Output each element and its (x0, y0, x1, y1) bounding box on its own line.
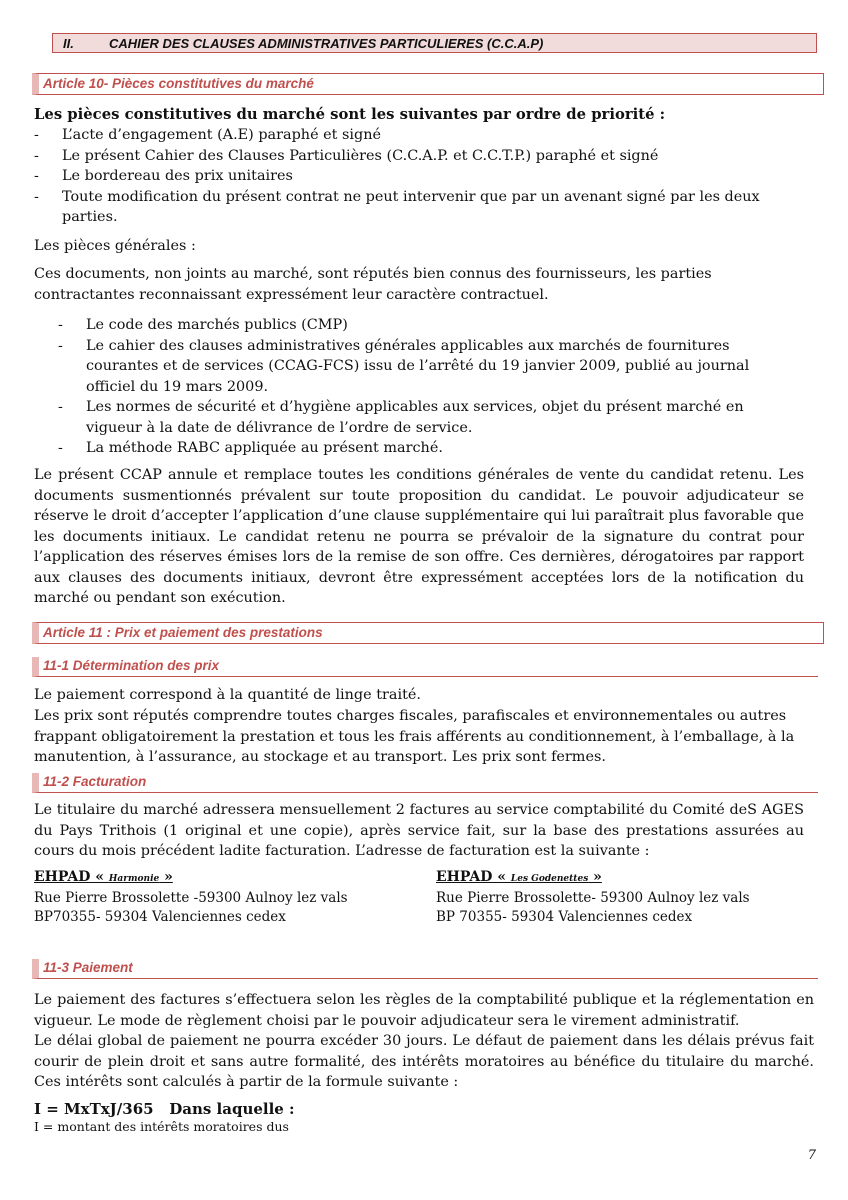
page-number: 7 (807, 1148, 816, 1163)
section-number: II. (63, 36, 74, 51)
section-title: CAHIER DES CLAUSES ADMINISTRATIVES PARTICULIERES (C.C.A.P) (109, 36, 544, 51)
list-item: - Toute modification du présent contrat ne peut intervenir que par un avenant signé par les deux parties. (34, 187, 789, 228)
payment-text-1: Le paiement des factures s’effectuera selon les règles de la comptabilité publique et la réglementation en vigueur. Le mode de règlement choisi par le pouvoir adjudicateur sera le virement administratif. (34, 992, 814, 1029)
address-line-2: BP70355- 59304 Valenciennes cedex (34, 909, 286, 925)
subsection-11-2-heading (32, 773, 818, 793)
article-11-title: Article 11 : Prix et paiement des prestations (43, 625, 323, 640)
address-suffix: » (588, 869, 602, 885)
list-item: - Les normes de sécurité et d’hygiène applicables aux services, objet du présent marché en vigueur à la date de délivrance de l’ordre de service. (58, 397, 758, 438)
address-suffix: » (159, 869, 173, 885)
subsection-11-1-heading (32, 657, 818, 677)
article-11-heading (32, 622, 824, 644)
article-10-closing: Le présent CCAP annule et remplace toutes les conditions générales de vente du candidat retenu. Les documents susmentionnés prévalent sur toute proposition du candidat. Le pouvoir adjudicateur se réserve le droit d’accepter l’application d’une clause supplémentaire qui lui paraîtrait plus favorable que les documents initiaux. Le candidat retenu ne pourra se prévaloir de la signature du contrat pour l’application des réserves émises lors de la remise de son offre. Ces dernières, dérogatoires par rapport aux clauses des documents initiaux, devront être expressément acceptées lors de la notification du marché ou pendant son exécution. (34, 467, 804, 606)
section-title-box (52, 33, 817, 53)
address-name: Les Godenettes (510, 874, 589, 884)
list-item: - Le cahier des clauses administratives générales applicables aux marchés de fournitures courantes et de services (CCAG-FCS) issu de l’arrêté du 19 janvier 2009, publié au journal officiel du 19 mars 2009. (58, 336, 758, 398)
address-line-2: BP 70355- 59304 Valenciennes cedex (436, 909, 693, 925)
article-10-list (34, 125, 789, 228)
prices-line-1: Le paiement correspond à la quantité de linge traité. (34, 687, 421, 703)
prices-line-2: Les prix sont réputés comprendre toutes charges fiscales, parafiscales et environnementales ou autres frappant obligatoirement la prestation et tous les frais afférents au conditionnement, à l’emballage, à la manutention, à l’assurance, au stockage et au transport. Les prix sont fermes. (34, 708, 795, 765)
formula-definition: I = montant des intérêts moratoires dus (34, 1119, 289, 1134)
address-right-heading (436, 868, 826, 889)
subsection-11-1-title: 11-1 Détermination des prix (43, 658, 220, 673)
address-line-1: Rue Pierre Brossolette -59300 Aulnoy lez vals (34, 890, 348, 906)
payment-text-2: Le délai global de paiement ne pourra excéder 30 jours. Le défaut de paiement dans les délais prévus fait courir de plein droit et sans autre formalité, des intérêts moratoires au bénéfice du titulaire du marché. Ces intérêts sont calculés à partir de la formule suivante : (34, 1033, 814, 1090)
billing-address-right (436, 868, 826, 927)
list-item: - Le présent Cahier des Clauses Particulières (C.C.A.P. et C.C.T.P.) paraphé et signé (34, 146, 789, 167)
subsection-11-3-heading (32, 959, 818, 979)
address-line-1: Rue Pierre Brossolette- 59300 Aulnoy lez vals (436, 890, 750, 906)
article-10-heading (32, 73, 824, 95)
list-item: - Le bordereau des prix unitaires (34, 166, 789, 187)
subsection-11-2-title: 11-2 Facturation (43, 774, 147, 789)
billing-address-left (34, 868, 414, 927)
article-10-intro: Les pièces constitutives du marché sont les suivantes par ordre de priorité : (34, 106, 666, 123)
general-pieces-label: Les pièces générales : (34, 238, 196, 254)
address-left-heading (34, 868, 414, 889)
article-10-title: Article 10- Pièces constitutives du marché (43, 76, 314, 91)
subsection-11-3-title: 11-3 Paiement (43, 960, 133, 975)
address-prefix: EHPAD « (436, 869, 511, 885)
general-pieces-list (58, 315, 758, 459)
billing-text: Le titulaire du marché adressera mensuellement 2 factures au service comptabilité du Comité deS AGES du Pays Trithois (1 original et une copie), après service fait, sur la base des prestations assurées au cours du mois précédent ladite facturation. L’adresse de facturation est la suivante : (34, 802, 804, 859)
general-pieces-text: Ces documents, non joints au marché, sont réputés bien connus des fournisseurs, les parties contractantes reconnaissant expressément leur caractère contractuel. (34, 266, 712, 303)
interest-formula: I = MxTxJ/365 Dans laquelle : (34, 1100, 295, 1118)
list-item: - Le code des marchés publics (CMP) (58, 315, 758, 336)
list-item: - La méthode RABC appliquée au présent marché. (58, 438, 758, 459)
address-prefix: EHPAD « (34, 869, 109, 885)
list-item: - L’acte d’engagement (A.E) paraphé et signé (34, 125, 789, 146)
address-name: Harmonie (108, 874, 160, 884)
